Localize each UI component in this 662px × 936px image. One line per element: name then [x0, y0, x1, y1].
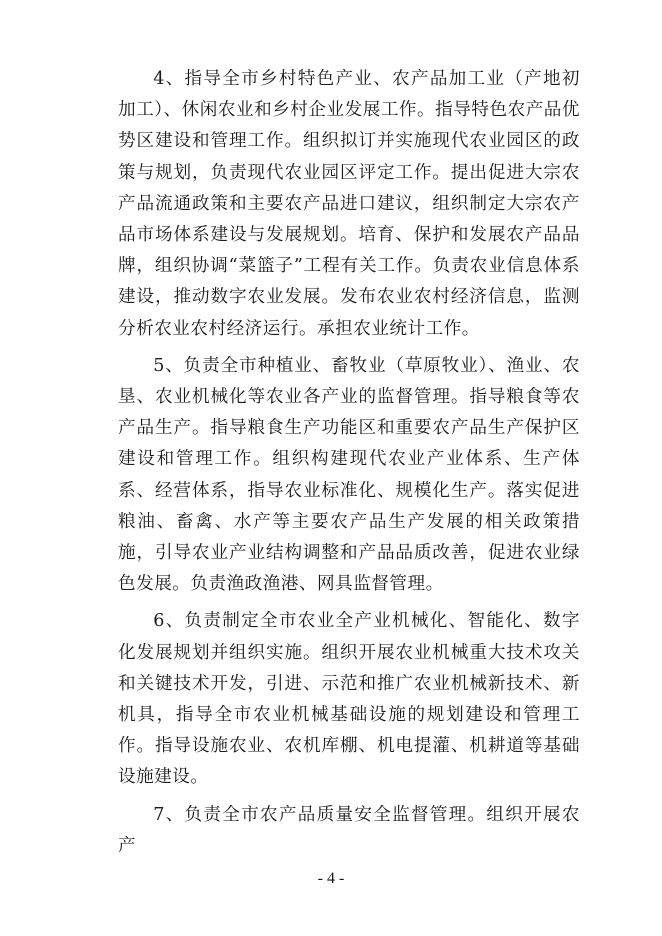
- page-number: - 4 -: [317, 870, 345, 887]
- paragraph-item-4: 4、指导全市乡村特色产业、农产品加工业（产地初加工）、休闲农业和乡村企业发展工作。指导特色农产品优势区建设和管理工作。组织拟订并实施现代农业园区的政策与规划，负责现代农业园区评定工作。提出促进大宗农产品流通政策和主要农产品进口建议，组织制定大宗农产品市场体系建设与发展规划。培育、保护和发展农产品品牌，组织协调“菜篮子”工程有关工作。负责农业信息体系建设，推动数字农业发展。发布农业农村经济信息，监测分析农业农村经济运行。承担农业统计工作。: [118, 69, 580, 339]
- paragraph-item-6: 6、负责制定全市农业全产业机械化、智能化、数字化发展规划并组织实施。组织开展农业机械重大技术攻关和关键技术开发，引进、示范和推广农业机械新技术、新机具，指导全市农业机械基础设施的规划建设和管理工作。指导设施农业、农机库棚、机电提灌、机耕道等基础设施建设。: [118, 611, 580, 788]
- document-body: [118, 64, 580, 868]
- paragraph-item-7: 7、负责全市农产品质量安全监督管理。组织开展农产: [118, 804, 580, 856]
- paragraph-item-5: 5、负责全市种植业、畜牧业（草原牧业）、渔业、农垦、农业机械化等农业各产业的监督管理。指导粮食等农产品生产。指导粮食生产功能区和重要农产品生产保护区建设和管理工作。组织构建现代农业产业体系、生产体系、经营体系，指导农业标准化、规模化生产。落实促进粮油、畜禽、水产等主要农产品生产发展的相关政策措施，引导农业产业结构调整和产品品质改善，促进农业绿色发展。负责渔政渔港、网具监督管理。: [118, 355, 580, 595]
